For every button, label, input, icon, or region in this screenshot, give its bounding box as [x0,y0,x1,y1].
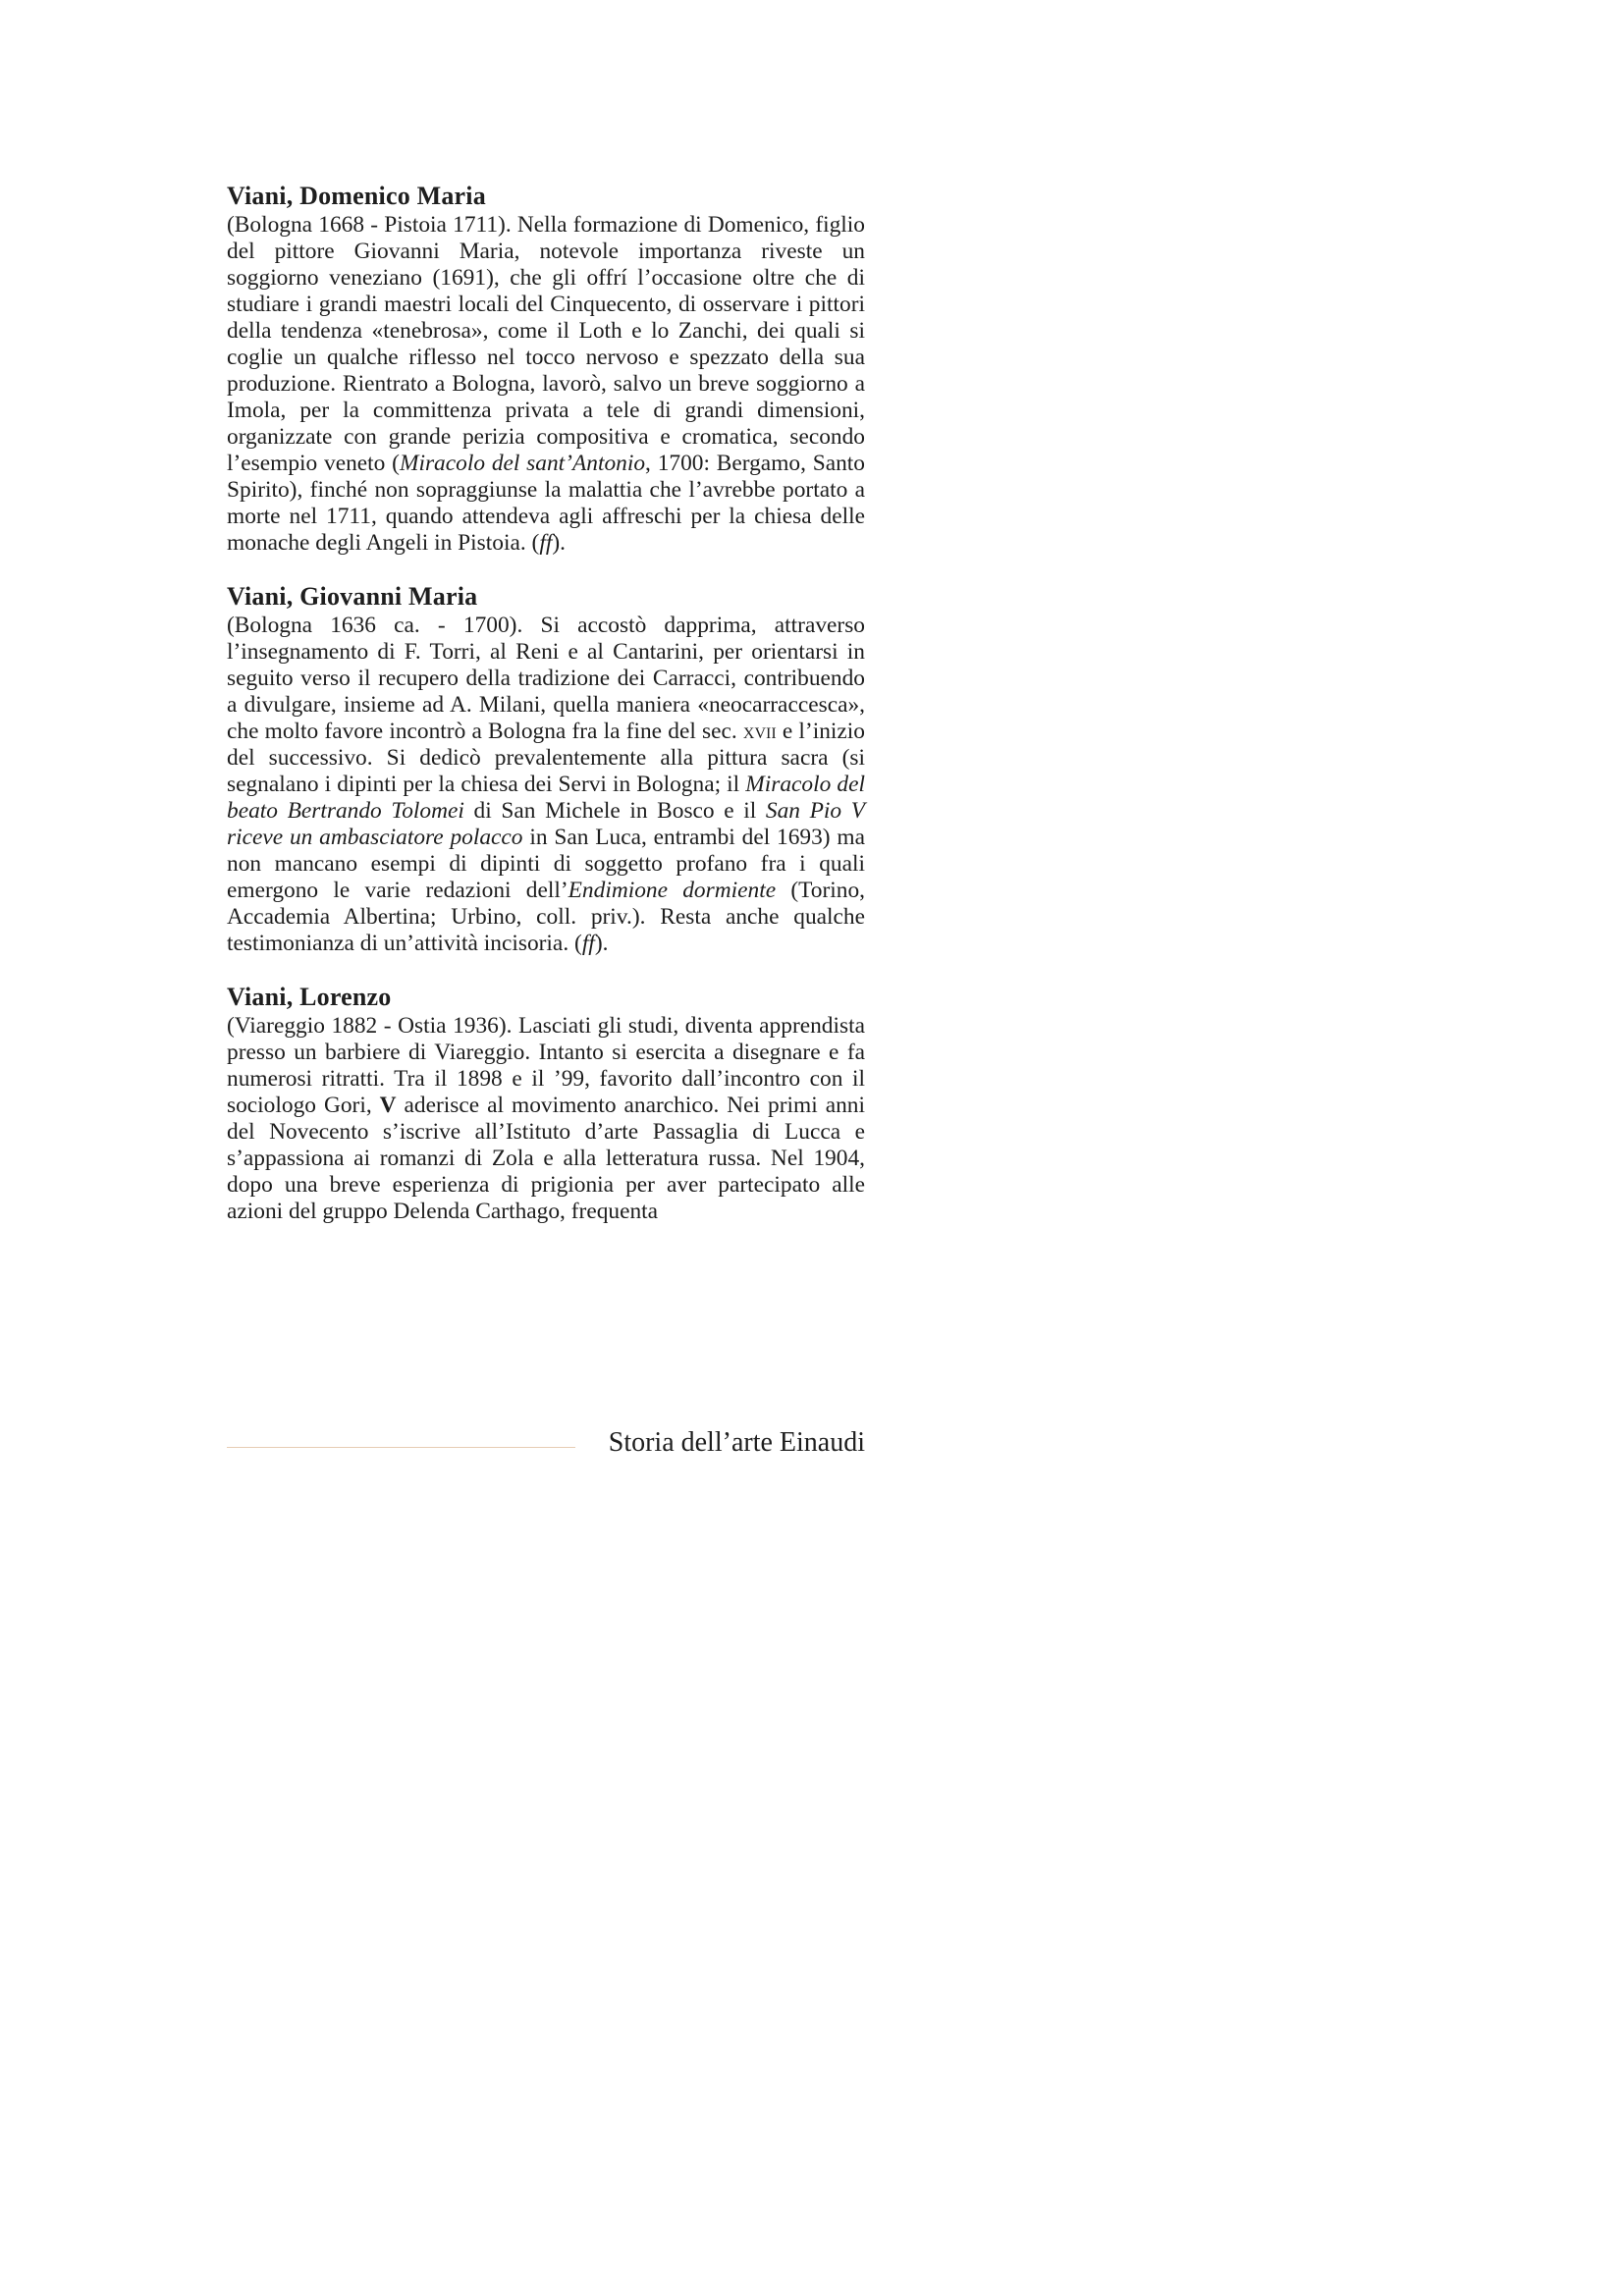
text-span: di San Michele in Bosco e il [463,798,766,824]
text-span: (Viareggio 1882 - Ostia 1936). Lasciati gli studi, diventa apprendista presso un barbiere di Viareggio. Intanto si esercita a disegnare e fa numerosi ritratti. Tra il 1898 e il ’99, favorito dall’incontro con il sociologo Gori, [227,1013,865,1118]
italic-span: ff [539,530,553,556]
text-span: , 1700: Bergamo, Santo Spirito), finché non sopraggiunse la malattia che l’avrebbe portato a morte nel 1711, quando attendeva agli affreschi per la chiesa delle monache degli Angeli in Pistoia. ( [227,451,866,556]
italic-span: San Pio V riceve un ambasciatore polacco [227,798,865,850]
page-footer [227,1425,865,1465]
text-span: (Torino, Accademia Albertina; Urbino, coll. priv.). Resta anche qualche testimonianza di un’attività incisoria. ( [227,878,865,956]
smallcaps-span: xvii [742,719,777,744]
entry-title: Viani, Lorenzo [227,983,392,1011]
text-span: e l’inizio del successivo. Si dedicò prevalentemente alla pittura sacra (si segnalano i dipinti per la chiesa dei Servi in Bologna; il [227,719,865,797]
footer-rule [227,1447,575,1448]
text-span: aderisce al movimento anarchico. Nei primi anni del Novecento s’iscrive all’Istituto d’arte Passaglia di Lucca e s’appassiona ai romanzi di Zola e alla letteratura russa. Nel 1904, dopo una breve esperienza di prigionia per aver partecipato alle azioni del gruppo Delenda Carthago, frequenta [227,1093,865,1224]
text-span: ). [552,530,566,556]
entry-title: Viani, Giovanni Maria [227,582,478,611]
entry-giovanni-maria [227,581,865,957]
italic-span: Endimione dormiente [568,878,777,903]
entry-lorenzo [227,982,865,1225]
text-span: (Bologna 1636 ca. - 1700). Si accostò dapprima, attraverso l’insegnamento di F. Torri, al Reni e al Cantarini, per orientarsi in seguito verso il recupero della tradizione dei Carracci, contribuendo a divulgare, insieme ad A. Milani, quella maniera «neocarraccesca», che molto favore incontrò a Bologna fra la fine del sec. [227,613,865,744]
bold-span: V [379,1093,397,1118]
text-span: in San Luca, entrambi del 1693) ma non mancano esempi di dipinti di soggetto profano fra i quali emergono le varie redazioni dell’ [227,825,865,903]
entry-body [227,212,865,557]
text-span: ). [594,931,609,956]
footer-publisher: Storia dell’arte Einaudi [608,1427,865,1458]
entry-body [227,613,865,957]
document-page [227,181,865,1250]
italic-span: Miracolo del beato Bertrando Tolomei [227,772,865,824]
entry-domenico-maria [227,181,865,557]
italic-span: Miracolo del sant’Antonio [399,451,646,476]
entry-title: Viani, Domenico Maria [227,182,486,210]
italic-span: ff [581,931,595,956]
text-span: (Bologna 1668 - Pistoia 1711). Nella formazione di Domenico, figlio del pittore Giovanni Maria, notevole importanza riveste un soggiorno veneziano (1691), che gli offrí l’occasione oltre che di studiare i grandi maestri locali del Cinquecento, di osservare i pittori della tendenza «tenebrosa», come il Loth e lo Zanchi, dei quali si coglie un qualche riflesso nel tocco nervoso e spezzato della sua produzione. Rientrato a Bologna, lavorò, salvo un breve soggiorno a Imola, per la committenza privata a tele di grandi dimensioni, organizzate con grande perizia compositiva e cromatica, secondo l’esempio veneto ( [227,212,865,476]
entry-body [227,1013,865,1225]
